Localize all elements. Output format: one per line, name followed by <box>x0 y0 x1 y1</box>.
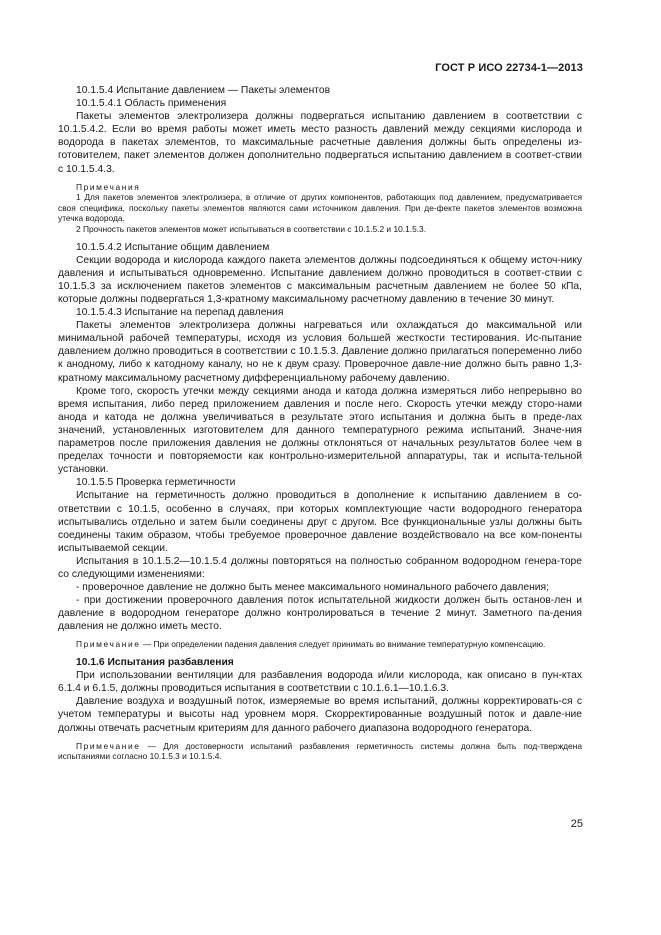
section-10-1-5-4-1-title: 10.1.5.4.1 Область применения <box>76 98 227 110</box>
note-text: — При определении падения давления следует принимать во внимание температурную компенсацию. <box>140 639 546 650</box>
notes-title: Примечания <box>76 181 141 192</box>
paragraph: Кроме того, скорость утечки между секциями анода и катода должна измеряться либо непрерывно во время испытания, либо перед приложением давления и после него. Скорость утечки между сторо-нами анода и катода не должна увеличиваться в результате этого испытания и должна быть в преде-лах значений, установленных изготовителем для данного температурного режима испытаний. Значе-ния параметров после приложения давления не должны отклоняться от начальных результатов более чем в пределах точности и повторяемости как контрольно-измерительной аппаратуры, так и испыта-тельной установки. <box>58 385 582 476</box>
note-item: 1 Для пакетов элементов электролизера, в отличие от других компонентов, работающих под давлением, предусматривается своя специфика, поскольку пакеты элементов являются сами источником давления. При де-фекте пакетов элементов возможна утечка водорода. <box>58 192 582 224</box>
paragraph: Секции водорода и кислорода каждого пакета элементов должны подсоединяться к общему источ-нику давления и испытываться одновременно. Испытание давлением должно проводиться в соответ-ствии с 10.1.5.3 за исключением пакетов элементов с максимальным расчетным давлением не более 50 кПа, которые должны подвергаться 1,3-кратному максимальному расчетному давлению в течение 30 минут. <box>58 254 582 305</box>
section-10-1-6-title: 10.1.6 Испытания разбавления <box>76 657 234 669</box>
paragraph: Пакеты элементов электролизера должны подвергаться испытанию давлением в соответствии с 10.1.5.4.2. Если во время работы может иметь место разность давлений между секциями кислорода и водорода в пакетах элементов, то максимальные расчетные давления должны быть определены из-готовителем, пакет элементов должен дополнительно подвергаться испытанию давлением в соответ-ствии с 10.1.5.4.3. <box>58 111 582 175</box>
page-number: 25 <box>570 818 583 830</box>
list-item: - при достижении проверочного давления поток испытательной жидкости должен быть останов-лен и давление в водородном генераторе должно контролироваться в течение 2 минут. Заметного па-дения давления не должно иметь место. <box>58 595 582 633</box>
paragraph: Пакеты элементов электролизера должны нагреваться или охлаждаться до максимальной или минимальной рабочей температуры, исходя из условия большей жесткости тестирования. Ис-пытание давлением должно проводиться в соответствии с 10.1.5.3. Давление должно прилагаться попеременно либо к анодному, либо к катодному каналу, но не к двум сразу. Проверочное давле-ние должно быть равно 1,3-кратному максимальному расчетному дифференциальному рабочему давлению. <box>58 320 582 384</box>
document-header: ГОСТ Р ИСО 22734-1—2013 <box>435 62 583 74</box>
note-text: — Для достоверности испытаний разбавления герметичность системы должна быть под-тверждена испытаниями согласно 10.1.5.3 и 10.1.5.4. <box>58 740 582 762</box>
paragraph: Давление воздуха и воздушный поток, измеряемые во время испытаний, должны корректировать-ся с учетом температуры и высоты над уровнем моря. Скорректированные воздушный поток и давле-ние должны отвечать расчетным критериям для данного рабочего диапазона водородного генератора. <box>58 696 582 734</box>
paragraph: При использовании вентиляции для разбавления водорода и/или кислорода, как описано в пун-ктах 6.1.4 и 6.1.5, должны проводиться испытания в соответствии с 10.1.6.1—10.1.6.3. <box>58 670 582 695</box>
note <box>58 741 582 762</box>
note <box>58 639 582 650</box>
note-label: Примечание <box>76 639 141 650</box>
note-item: 2 Прочность пакетов элементов может испытываться в соответствии с 10.1.5.2 и 10.1.5.3. <box>76 224 427 235</box>
paragraph: Испытание на герметичность должно проводиться в дополнение к испытанию давлением в со-ответствии с 10.1.5, особенно в случаях, при которых комплектующие части водородного генератора испытывались отдельно и затем были соединены друг с другом. Все функциональные узлы должны быть соединены таким образом, чтобы требуемое проверочное давление воздействовало на все ком-поненты испытываемой секции. <box>58 490 582 554</box>
section-10-1-5-5-title: 10.1.5.5 Проверка герметичности <box>76 477 236 489</box>
list-item: - проверочное давление не должно быть менее максимального номинального рабочего давления; <box>76 582 549 594</box>
document-body <box>58 84 582 762</box>
section-10-1-5-4-2-title: 10.1.5.4.2 Испытание общим давлением <box>76 241 270 253</box>
paragraph: Испытания в 10.1.5.2—10.1.5.4 должны повторяться на полностью собранном водородном генера-торе со следующими изменениями: <box>58 555 582 580</box>
section-10-1-5-4-title: 10.1.5.4 Испытание давлением — Пакеты элементов <box>76 85 331 96</box>
note-label: Примечание <box>76 740 141 751</box>
section-10-1-5-4-3-title: 10.1.5.4.3 Испытание на перепад давления <box>76 307 284 319</box>
